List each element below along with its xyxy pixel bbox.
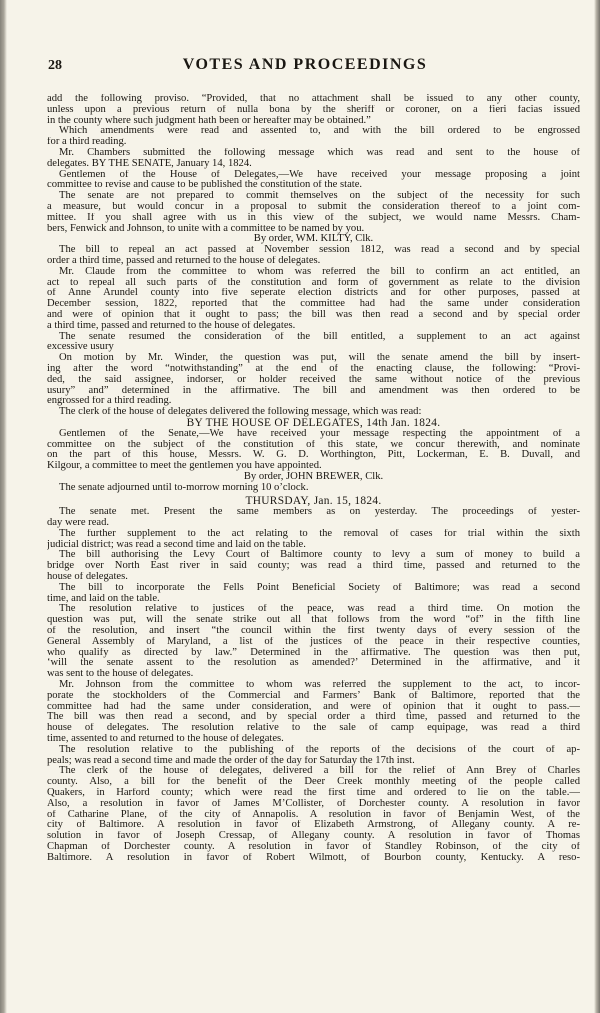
text-line: The resolution relative to the publishing of the reports of the decisions of the court of ap-	[59, 744, 580, 755]
text-line: solution in favor of Joseph Cressap, of Allegany county. A resolution in favor of Thomas	[47, 831, 580, 842]
text-line: county. Also, a bill for the benefit of the Deer Creek monthly meeting of the people called	[47, 777, 580, 788]
text-line: The bill was then read a second, and by special order a third time, passed and returned to the	[47, 712, 580, 723]
text-line: bers, Fenwick and Johnson, to unite with a committee to be named by you.	[47, 223, 365, 234]
text-line: and were of opinion that it ought to pass; the bill was then read a second and by special order	[47, 309, 580, 320]
text-line: The further supplement to the act relating to the removal of cases for trial within the sixth	[59, 528, 580, 539]
text-line: delegates. BY THE SENATE, January 14, 1824.	[47, 158, 252, 169]
text-line: on the part of this house, Messrs. W. G. D. Worthington, Pitt, Lockerman, E. B. Duvall, and	[47, 450, 580, 461]
text-line: Chapman of Dorchester county. A resolution in favor of Standley Robinson, of the city of	[47, 841, 580, 852]
text-line: question was put, will the senate strike out all that follows from the word “of” in the fifth line	[47, 615, 580, 626]
text-line: house of delegates.	[47, 572, 128, 583]
text-line: ing after the word “notwithstanding” at the end of the enacting clause, the following: “Provi-	[47, 363, 580, 374]
text-line: General Assembly of Maryland, a list of the justices of the peace in their respective counties,	[47, 636, 580, 647]
text-line: committee had had the same under consideration, and were of opinion that it ought to pass.—	[47, 701, 580, 712]
text-line: house of delegates. The resolution relative to the sale of camp equipage, was read a third	[47, 723, 580, 734]
text-line: Also, a resolution in favor of James M’Collister, of Dorchester county. A resolution in favor	[47, 798, 580, 809]
text-line: a measure, but would concur in a proposal to submit the consideration thereof to a joint com-	[47, 201, 580, 212]
text-line: Baltimore. A resolution in favor of Robert Wilmott, of Bourbon county, Kentucky. A reso-	[47, 852, 580, 863]
text-line: The bill to repeal an act passed at November session 1812, was read a second and by special	[59, 245, 580, 256]
text-line: unless upon a previous return of nulla bona by the sheriff or coroner, on a fieri facias issued	[47, 104, 580, 115]
text-line: ded, the said assignee, indorser, or holder received the same without notice of the previous	[47, 374, 580, 385]
text-line: time, and laid on the table.	[47, 593, 160, 604]
text-line: was sent to the house of delegates.	[47, 669, 194, 680]
text-line: in the county where such judgment hath been or hereafter may be obtained.”	[47, 115, 371, 126]
signature-line: By order, JOHN BREWER, Clk.	[243, 471, 384, 482]
text-line: judicial district; was read a second time and laid on the table.	[47, 539, 306, 550]
text-line: order a third time, passed and returned to the house of delegates.	[47, 255, 321, 266]
text-line: The senate resumed the consideration of the bill entitled, a supplement to an act against	[59, 331, 580, 342]
text-line: a third time, passed and returned to the house of delegates.	[47, 320, 296, 331]
section-heading: BY THE HOUSE OF DELEGATES, 14th Jan. 1824.	[186, 417, 441, 429]
text-line: day were read.	[47, 518, 110, 529]
text-line: bridge over North East river in said county; was read a third time, passed and returned to the	[47, 561, 580, 572]
text-line: Gentlemen of the Senate,—We have received your message respecting the appointment of a	[59, 428, 580, 439]
text-line: mittee. If you shall agree with us in this view of the subject, we would name Messrs. Cham-	[47, 212, 580, 223]
text-line: Quakers, in Harford county; which were read the first time and ordered to lie on the table.—	[47, 788, 580, 798]
text-line: Mr. Claude from the committee to whom was referred the bill to confirm an act entitled, an	[59, 266, 580, 277]
text-line: On motion by Mr. Winder, the question was put, will the senate amend the bill by insert-	[59, 353, 580, 364]
text-line: of Anne Arundel county into five seperate election districts and for other purposes, passed at	[47, 288, 580, 299]
signature-line: By order, WM. KILTY, Clk.	[253, 234, 374, 245]
text-line: city of Baltimore. A resolution in favor of Elizabeth Armstrong, of Allegany county. A re-	[47, 820, 580, 831]
text-line: December session, 1822, reported that the committee had had the same under consideration	[47, 299, 580, 310]
text-line: of the resolution, and insert “the council within the first twenty days of every session of the	[47, 626, 580, 637]
text-line: time, assented to and returned to the house of delegates.	[47, 734, 284, 745]
page-number: 28	[48, 58, 62, 73]
text-line: committee to revise and cause to be published the constitution of the state.	[47, 180, 363, 191]
text-line: The bill authorising the Levy Court of Baltimore county to levy a sum of money to build a	[59, 550, 580, 561]
page-header	[40, 56, 570, 76]
text-line: of Catharine Plane, of the city of Annapolis. A resolution in favor of Benjamin West, of the	[47, 809, 580, 820]
text-line: The senate met. Present the same members as on yesterday. The proceedings of yester-	[59, 507, 580, 518]
text-line: Mr. Johnson from the committee to whom was referred the supplement to the act, to incor-	[59, 680, 580, 691]
scan-edge-right	[594, 0, 600, 1013]
text-line: act to repeal all such parts of the constitution and form of government as relate to the division	[47, 277, 580, 288]
text-line: Which amendments were read and assented to, and with the bill ordered to be engrossed	[59, 126, 580, 137]
text-line: excessive usury	[47, 342, 114, 353]
text-line: engrossed for a third reading.	[47, 396, 172, 407]
text-line: Gentlemen of the House of Delegates,—We have received your message proposing a joint	[59, 169, 580, 180]
text-line: The bill to incorporate the Fells Point Beneficial Society of Baltimore; was read a second	[59, 582, 580, 593]
text-line: who qualify as directed by law.” Determined in the affirmative. The question was then put,	[47, 647, 580, 658]
date-heading: THURSDAY, Jan. 15, 1824.	[245, 496, 382, 508]
text-line: The senate adjourned until to-morrow morning 10 o’clock.	[59, 482, 309, 493]
text-line: The senate are not prepared to commit themselves on the subject of the necessity for such	[59, 191, 580, 202]
body-text	[47, 94, 580, 864]
text-line: ‘will the senate assent to the resolution as amended?’ Determined in the affirmative, and it	[47, 658, 580, 669]
text-line: for a third reading.	[47, 137, 127, 148]
text-line: committee on the subject of the constitution of this state, we concur therewith, and nominate	[47, 439, 580, 450]
text-line: The resolution relative to justices of the peace, was read a third time. On motion the	[59, 604, 580, 615]
text-line: The clerk of the house of delegates, delivered a bill for the relief of Ann Brey of Charles	[59, 766, 580, 777]
running-head: VOTES AND PROCEEDINGS	[182, 56, 428, 73]
text-line: peals; was read a second time and made the order of the day for Saturday the 17th inst.	[47, 755, 415, 766]
text-line: porate the stockholders of the Commercial and Farmers’ Bank of Baltimore, reported that the	[47, 690, 580, 701]
text-line: usury” and” determined in the affirmative. The bill and amendment was then ordered to be	[47, 385, 580, 396]
text-line: Mr. Chambers submitted the following message which was read and sent to the house of	[59, 147, 580, 158]
scan-edge-left	[0, 0, 7, 1013]
text-line: Kilgour, a committee to meet the gentlemen you have appointed.	[47, 461, 322, 472]
text-line: add the following proviso. “Provided, that no attachment shall be issued to any other county,	[47, 94, 580, 104]
text-line: The clerk of the house of delegates delivered the following message, which was read:	[59, 407, 422, 418]
